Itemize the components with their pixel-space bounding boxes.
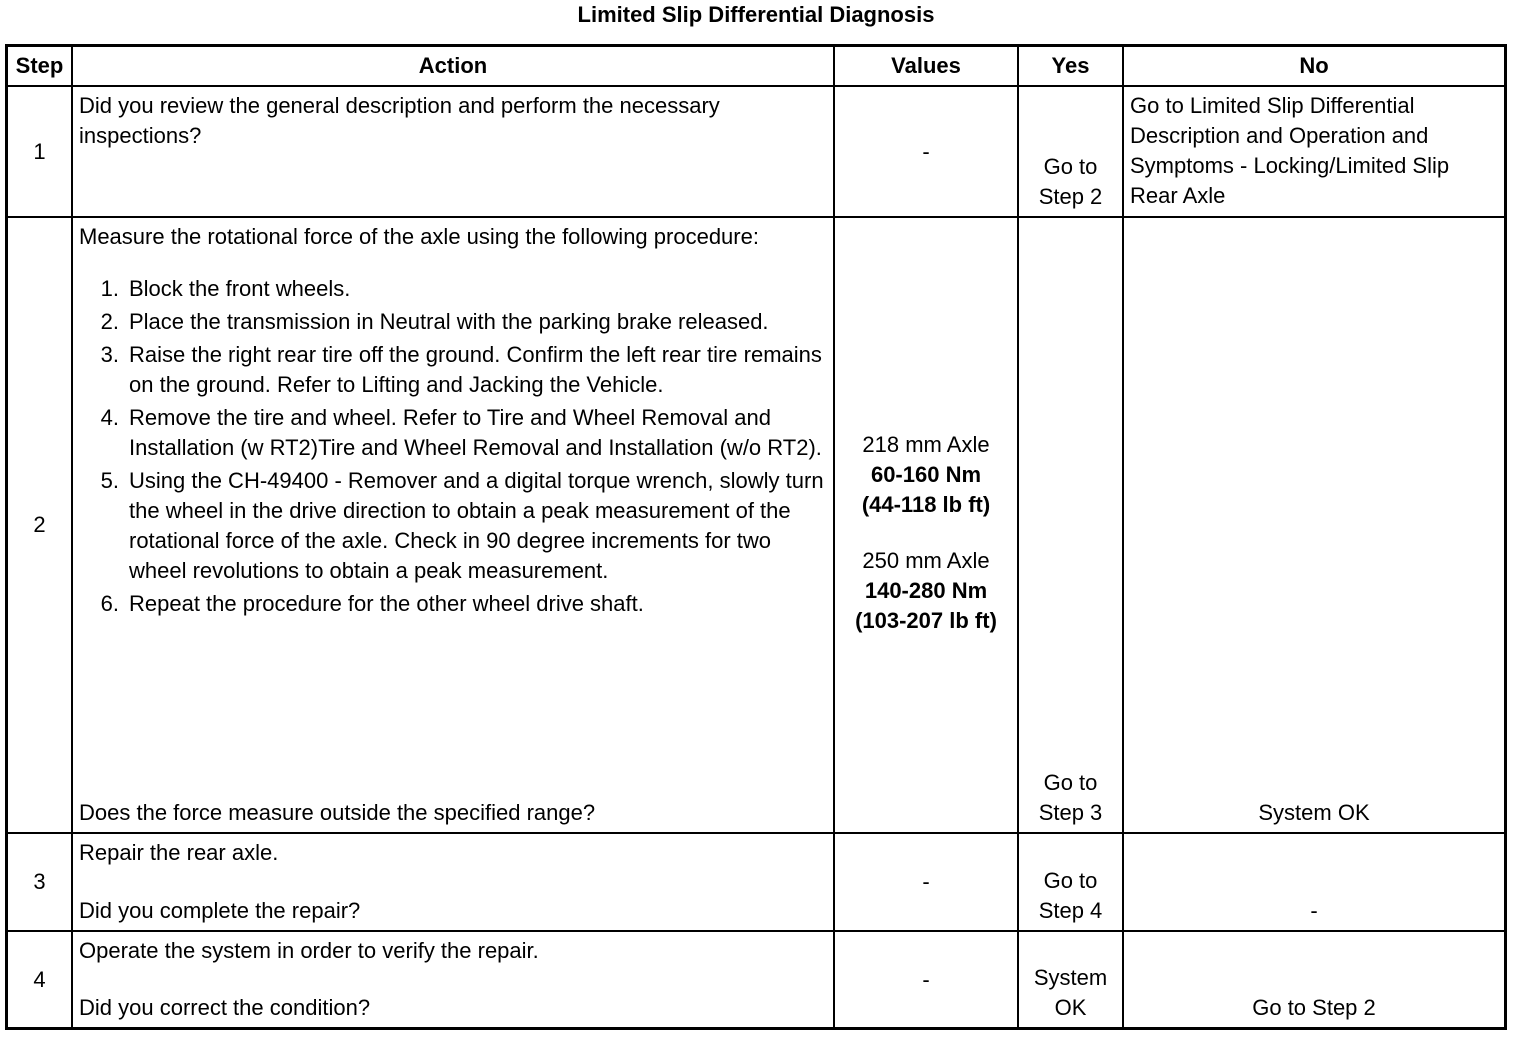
step-number-text: 3 (33, 869, 46, 894)
values-cell (835, 87, 1017, 216)
no-action-link[interactable]: Go to Limited Slip Differential Description and Operation and Symptoms - Locking/Limited Slip Rear Axle (1130, 93, 1450, 208)
action-cell (73, 218, 833, 832)
no-text: System OK (1258, 800, 1370, 825)
step-text-link[interactable]: Remove the tire and wheel. Refer to Tire and Wheel Removal and Installation (w RT2)Tire and Wheel Removal and Installation (w/o RT2). (129, 405, 822, 460)
yes-action[interactable] (1019, 218, 1122, 832)
step-text: Place the transmission in Neutral with the parking brake released. (129, 309, 769, 334)
step-number (8, 87, 71, 216)
action-question: Did you correct the condition? (79, 995, 371, 1020)
no-result (1124, 218, 1504, 832)
procedure-step (79, 274, 827, 304)
header-yes: Yes (1051, 53, 1090, 78)
step-text: Block the front wheels. (129, 276, 351, 301)
values-text: - (922, 869, 930, 894)
step-num: 5. (100, 468, 119, 493)
step-number-text: 2 (33, 512, 46, 537)
yes-text: Go to (1043, 154, 1098, 179)
step-number (8, 834, 71, 930)
torque-metric: 60-160 Nm (870, 462, 982, 487)
action-text: Did you review the general description and perform the necessary inspections? (79, 93, 720, 148)
yes-action[interactable] (1019, 834, 1122, 930)
values-text: - (922, 966, 930, 992)
action-text: Repair the rear axle. (79, 840, 279, 865)
axle-label: 218 mm Axle (862, 432, 990, 457)
values-cell (835, 834, 1017, 930)
step-num: 4. (100, 405, 119, 430)
yes-text: Step 4 (1038, 898, 1103, 923)
torque-imperial: (44-118 lb ft) (861, 492, 991, 517)
step-number-text: 1 (33, 138, 46, 164)
step-number (8, 218, 71, 832)
header-values: Values (891, 53, 961, 78)
yes-action[interactable] (1019, 87, 1122, 216)
procedure-step (79, 403, 827, 463)
step-text-link[interactable]: Raise the right rear tire off the ground. Confirm the left rear tire remains on the ground. Refer to Lifting and Jacking the Vehicle. (129, 342, 822, 397)
header-step: Step (15, 53, 64, 78)
action-question: Does the force measure outside the specified range? (79, 800, 596, 825)
torque-imperial: (103-207 lb ft) (855, 608, 997, 633)
step-num: 1. (100, 276, 119, 301)
no-action[interactable] (1124, 932, 1504, 1027)
no-text: - (1310, 898, 1318, 923)
step-num: 3. (100, 342, 119, 367)
diagnosis-table (5, 44, 1507, 1030)
action-text: Operate the system in order to verify the repair. (79, 938, 539, 963)
no-result (1124, 834, 1504, 930)
yes-text: Step 3 (1038, 800, 1103, 825)
yes-text: Go to (1043, 868, 1098, 893)
torque-metric: 140-280 Nm (864, 578, 988, 603)
values-cell (835, 218, 1017, 832)
yes-text: OK (1054, 995, 1087, 1020)
step-text: Using the CH-49400 - Remover and a digital torque wrench, slowly turn the wheel in the drive direction to obtain a peak measurement of the rotational force of the axle. Check in 90 degree increments for two wheel revolutions to obtain a peak measurement. (129, 468, 824, 583)
values-text: - (922, 138, 930, 164)
axle-label: 250 mm Axle (862, 548, 990, 573)
step-num: 2. (100, 309, 119, 334)
header-action: Action (418, 53, 488, 78)
no-text: Go to Step 2 (1252, 995, 1376, 1020)
step-number (8, 932, 71, 1027)
step-number-text: 4 (33, 966, 46, 992)
step-text: Repeat the procedure for the other wheel drive shaft. (129, 591, 644, 616)
values-cell (835, 932, 1017, 1027)
procedure-step (79, 589, 827, 619)
action-question: Did you complete the repair? (79, 898, 361, 923)
procedure-step (79, 307, 827, 337)
document-title: Limited Slip Differential Diagnosis (577, 2, 935, 27)
yes-result (1019, 932, 1122, 1027)
yes-text: Go to (1043, 770, 1098, 795)
action-cell (73, 834, 833, 930)
procedure-step (79, 466, 827, 586)
action-intro: Measure the rotational force of the axle using the following procedure: (79, 224, 759, 249)
yes-text: Step 2 (1038, 184, 1103, 209)
procedure-step (79, 340, 827, 400)
yes-text: System (1033, 965, 1108, 990)
procedure-list (79, 274, 827, 619)
header-no: No (1299, 53, 1329, 78)
step-num: 6. (100, 591, 119, 616)
action-cell (73, 932, 833, 1027)
